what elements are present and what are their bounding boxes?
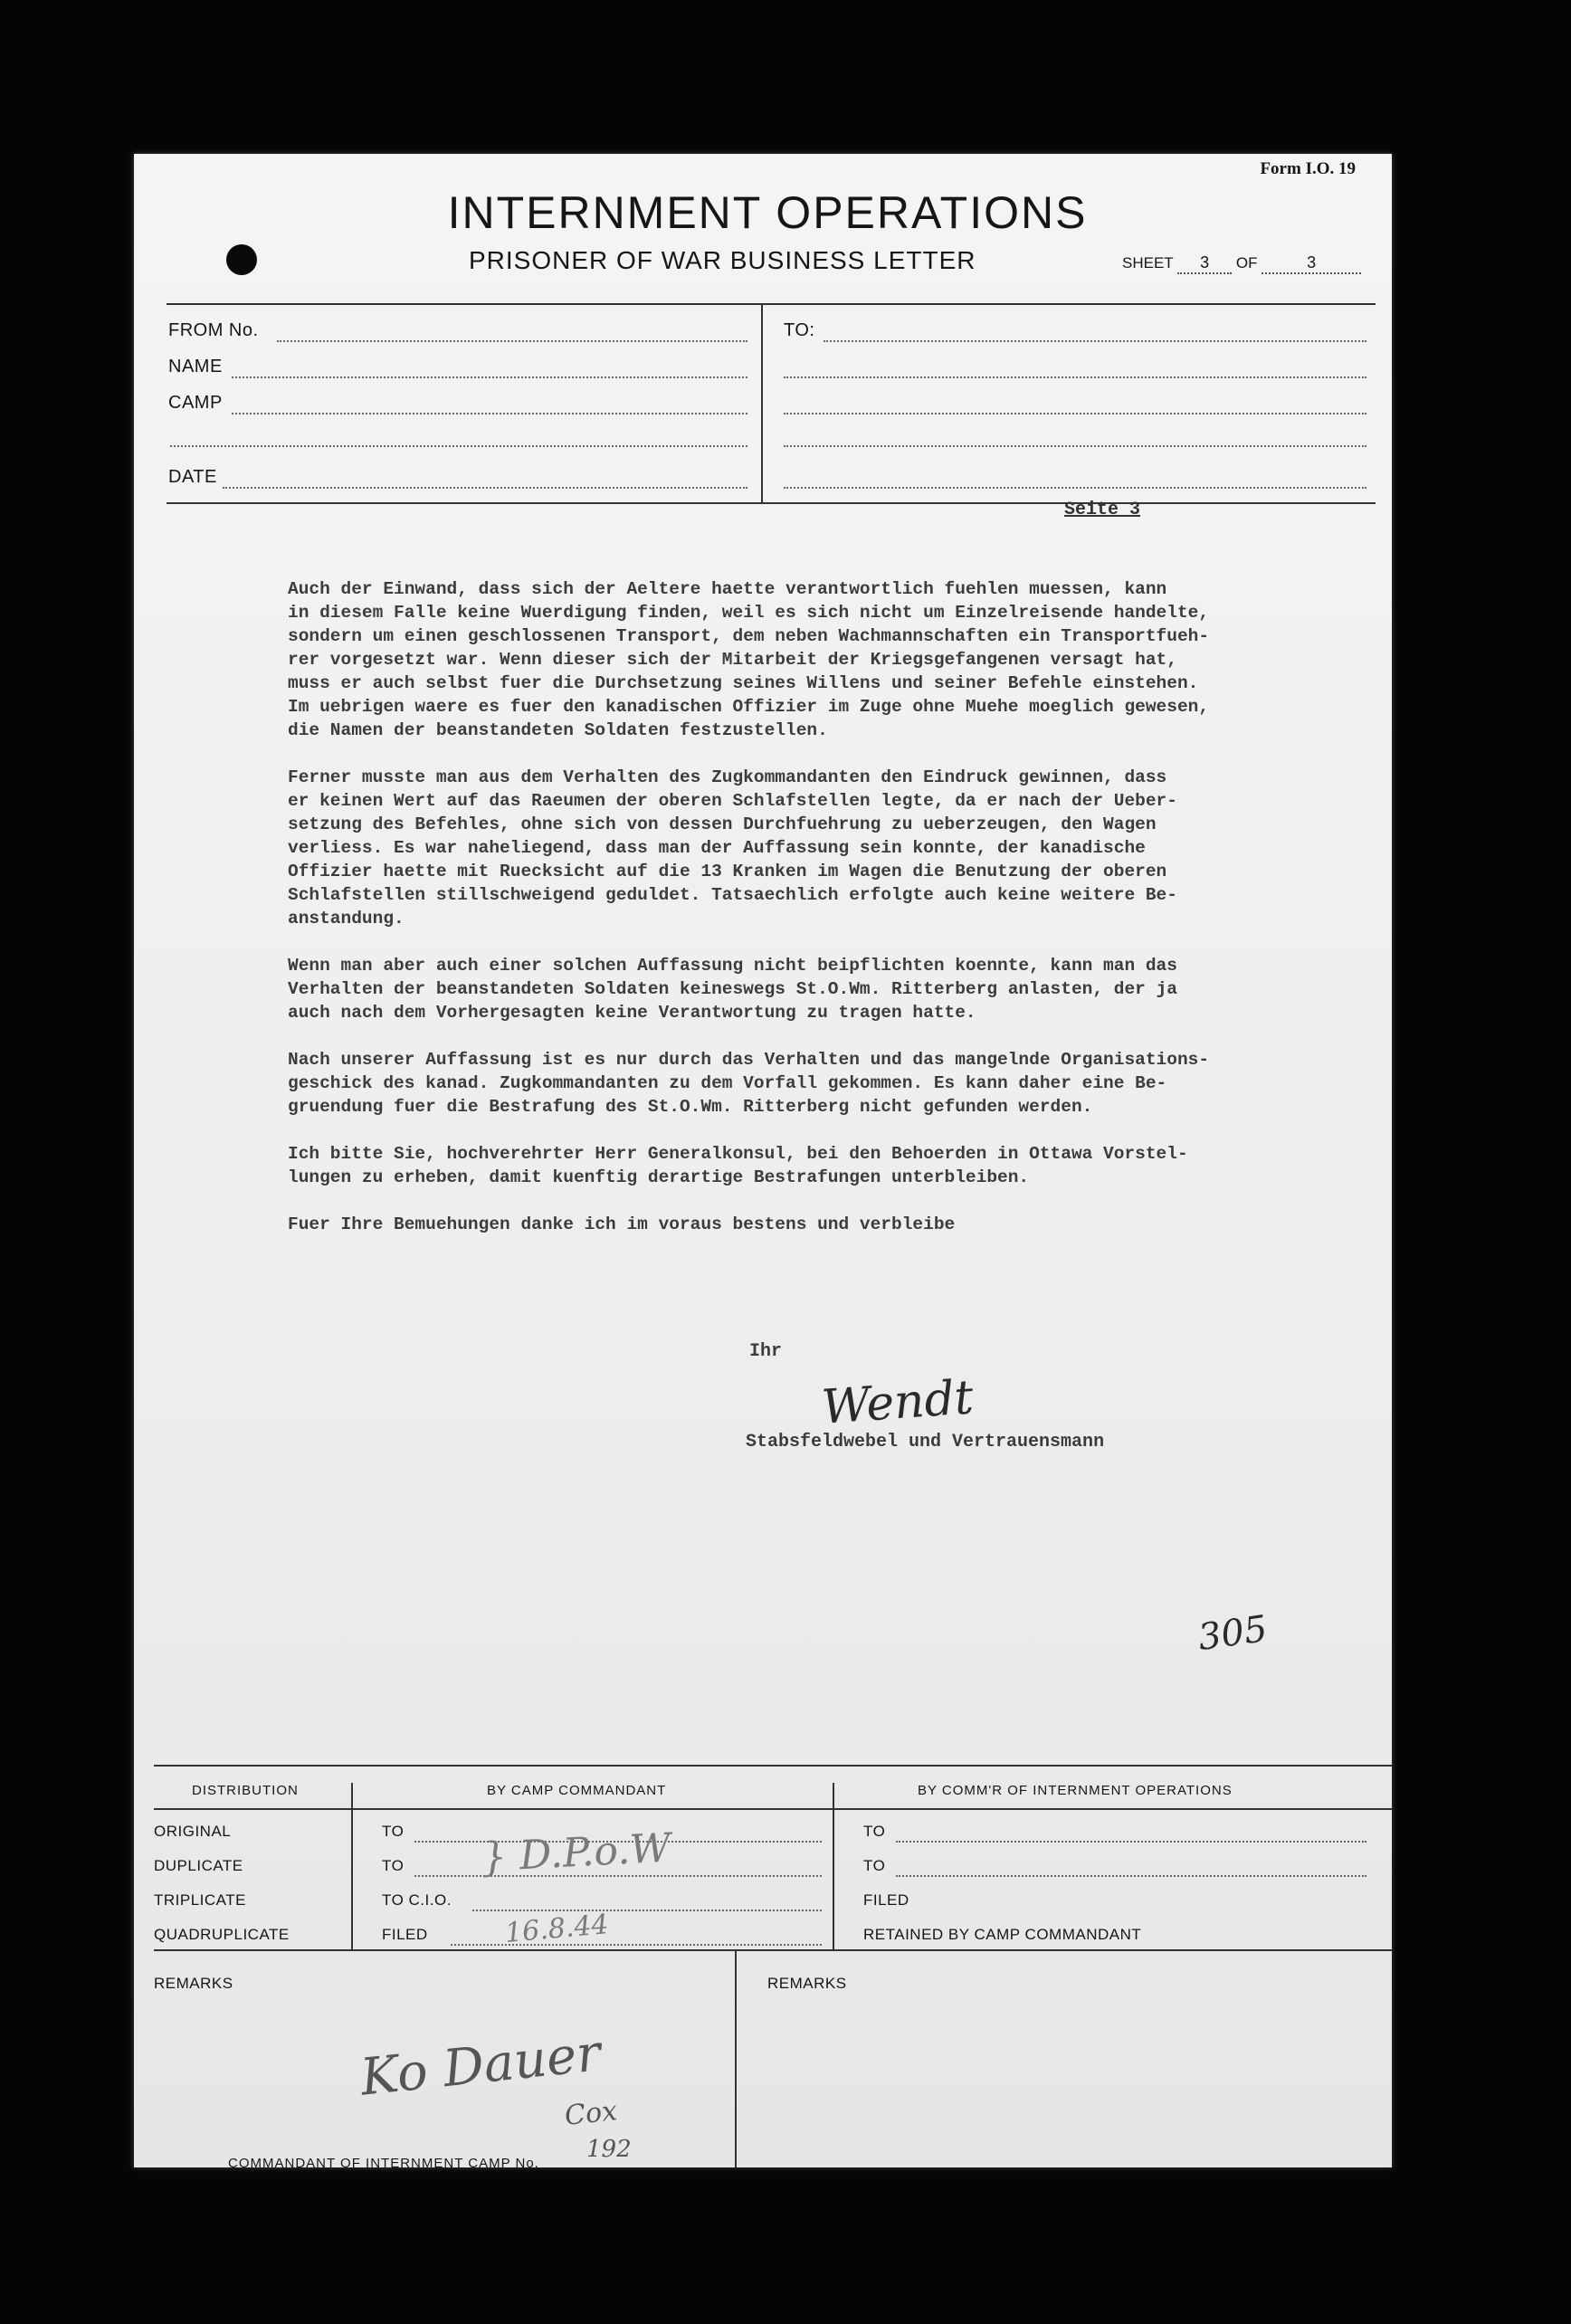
from-field[interactable] [277,340,747,342]
distribution-header: DISTRIBUTION [192,1783,299,1798]
row-quadruplicate-comm: RETAINED BY CAMP COMMANDANT [863,1926,1142,1943]
row-quadruplicate-label: QUADRUPLICATE [154,1926,290,1943]
paragraph-2: Ferner musste man aus dem Verhalten des Zugkommandanten den Eindruck gewinnen, dass er keinen Wert auf das Raeumen der oberen Schlafstellen legte, da er nach der Ueber- setzung des Befehles, ohne sich von dessen Durchfuehrung zu ueberzeugen, den Wagen verliess. Es war naheliegend, dass man der Auffassung sein konnte, der kanadische Offizier haette mit Ruecksicht auf die 13 Kranken im Wagen die Benutzung der oberen Schlafstellen stillschweigend geduldet. Tatsaechlich erfolgte auch keine weitere Be- anstandung. [288,767,1177,929]
form-title: INTERNMENT OPERATIONS [447,187,1088,238]
address-bottom-rule [167,502,1376,504]
row-triplicate-comm: FILED [863,1891,909,1909]
row-triplicate-camp: TO C.I.O. [382,1891,452,1909]
to-label: TO: [784,320,815,340]
remarks-divider [735,1951,737,2167]
row-original-label: ORIGINAL [154,1823,232,1840]
page-marker: Seite 3 [1064,500,1141,520]
commissioner-header: BY COMM'R OF INTERNMENT OPERATIONS [918,1783,1233,1798]
to-field-5[interactable] [784,487,1366,489]
name-field[interactable] [232,376,747,378]
row-duplicate-label: DUPLICATE [154,1857,243,1874]
sheet-value: 3 [1177,253,1232,274]
form-number: Form I.O. 19 [1260,159,1356,178]
paragraph-1: Auch der Einwand, dass sich der Aeltere haette verantwortlich fuehlen muessen, kann in diesem Falle keine Wuerdigung finden, weil es sich nicht um Einzelreisende handelte, sondern um einen geschlossenen Transport, dem neben Wachmannschaften ein Transportfueh- rer vorgesetzt war. Wenn dieser sich der Mitarbeit der Kriegsgefangenen versagt hat, muss er auch selbst fuer die Durchsetzung seines Willens und seiner Befehle einstehen. Im uebrigen waere es fuer den kanadischen Offizier im Zuge ohne Muehe moeglich gewesen, die Namen der beanstandeten Soldaten festzustellen. [288,579,1210,740]
row-triplicate-camp-field[interactable] [472,1910,822,1911]
row-original-camp: TO [382,1823,405,1840]
commandant-label: COMMANDANT OF INTERNMENT CAMP No. [228,2156,539,2171]
row-duplicate-camp-field[interactable] [414,1875,822,1877]
row-original-comm: TO [863,1823,886,1840]
row-duplicate-comm: TO [863,1857,886,1874]
row-quadruplicate-camp: FILED [382,1926,428,1943]
letter-sheet [134,154,1392,2171]
distribution-top-rule [154,1765,1392,1767]
row-triplicate-label: TRIPLICATE [154,1891,246,1909]
date-label: DATE [168,467,217,487]
distribution-divider-1 [351,1783,353,1949]
paragraph-5: Ich bitte Sie, hochverehrter Herr Generalkonsul, bei den Behoerden in Ottawa Vorstel- lungen zu erheben, damit kuenftig derartige Bestrafungen unterbleiben. [288,1144,1188,1187]
remarks-handwriting-sub: Cox [563,2095,619,2132]
signer-title: Stabsfeldwebel und Vertrauensmann [746,1432,1105,1452]
row-original-comm-field[interactable] [896,1841,1366,1843]
row-duplicate-camp: TO [382,1857,405,1874]
remarks-left-label: REMARKS [154,1975,233,1992]
to-field-3[interactable] [784,413,1366,414]
distribution-bottom-rule [154,1949,1392,1951]
camp-commandant-header: BY CAMP COMMANDANT [487,1783,667,1798]
row-duplicate-comm-field[interactable] [896,1875,1366,1877]
from-label: FROM No. [168,320,259,340]
page-number: 305 [1195,1607,1271,1660]
to-field-2[interactable] [784,376,1366,378]
to-field-4[interactable] [784,445,1366,447]
distribution-header-rule [154,1808,1392,1810]
of-label: OF [1235,254,1258,271]
paragraph-3: Wenn man aber auch einer solchen Auffassung nicht beipflichten koennte, kann man das Verhalten der beanstandeten Soldaten keineswegs St.O.Wm. Ritterberg anlasten, der ja auch nach dem Vorhergesagten keine Verantwortung zu tragen hatte. [288,956,1177,1023]
handwritten-to: } D.P.o.W [480,1824,672,1881]
sheet-indicator [1122,253,1361,274]
to-field-1[interactable] [824,340,1366,342]
letter-body [288,577,1401,1260]
address-divider [761,303,763,502]
remarks-handwriting: Ko Dauer [357,2024,604,2108]
of-value: 3 [1262,253,1361,274]
punch-hole [226,244,257,275]
camp-field-2[interactable] [170,445,747,447]
remarks-right-label: REMARKS [767,1975,847,1992]
closing: Ihr [749,1341,783,1362]
handwritten-filed-date: 16.8.44 [503,1909,610,1949]
sheet-label: SHEET [1122,254,1174,271]
signature: Wendt [820,1370,976,1435]
commandant-camp-number: 192 [586,2136,632,2163]
name-label: NAME [168,357,223,376]
date-field[interactable] [223,487,747,489]
paragraph-6: Fuer Ihre Bemuehungen danke ich im voraus bestens und verbleibe [288,1214,956,1234]
form-subtitle: PRISONER OF WAR BUSINESS LETTER [469,246,976,274]
address-top-rule [167,303,1376,305]
paragraph-4: Nach unserer Auffassung ist es nur durch das Verhalten und das mangelnde Organisations- geschick des kanad. Zugkommandanten zu dem Vorfall gekommen. Es kann daher eine Be- gruendung fuer die Bestrafung des St.O.Wm. Ritterberg nicht gefunden werden. [288,1050,1210,1117]
camp-label: CAMP [168,393,223,413]
distribution-divider-2 [833,1783,834,1949]
camp-field[interactable] [232,413,747,414]
